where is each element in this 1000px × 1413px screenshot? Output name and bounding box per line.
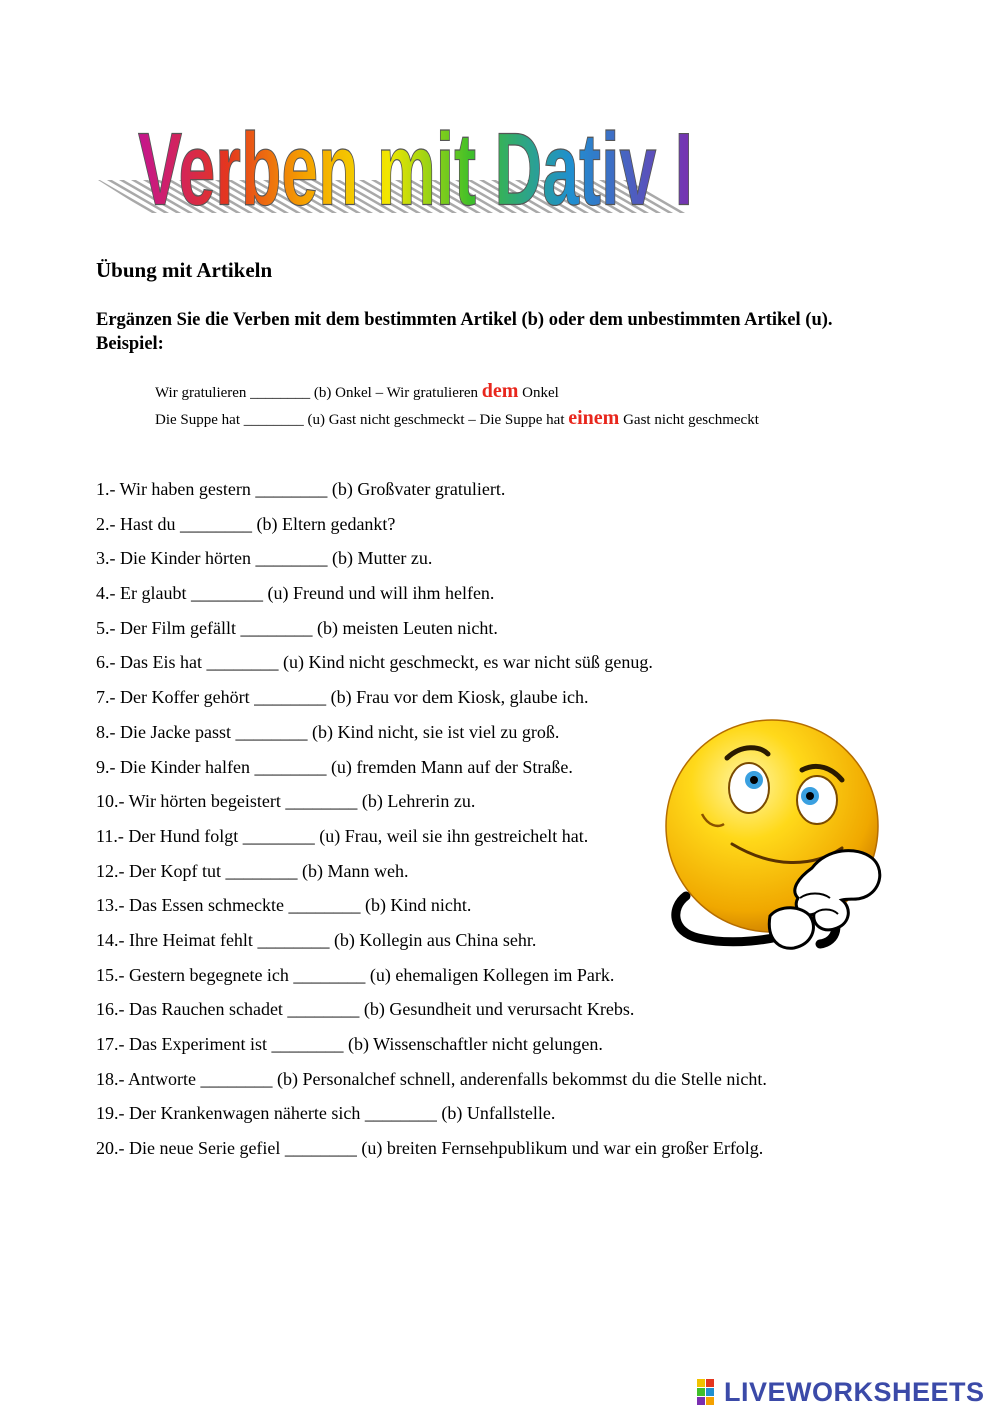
exercise-item[interactable]: 7.- Der Koffer gehört ________ (b) Frau vor dem Kiosk, glaube ich. [96, 687, 589, 708]
thinking-smiley-icon [662, 718, 887, 953]
exercise-item[interactable]: 9.- Die Kinder halfen ________ (u) fremden Mann auf der Straße. [96, 756, 573, 777]
exercise-item[interactable]: 17.- Das Experiment ist ________ (b) Wissenschaftler nicht gelungen. [96, 1034, 603, 1054]
title-wordart [90, 105, 710, 230]
exercise-item[interactable]: 19.- Der Krankenwagen näherte sich ________ (b) Unfallstelle. [96, 1103, 556, 1124]
footer-logo [697, 1377, 997, 1409]
exercise-item[interactable]: 18.- Antworte ________ (b) Personalchef schnell, anderenfalls bekommst du die Stelle nicht. [96, 1068, 767, 1089]
exercise-item[interactable]: 13.- Das Essen schmeckte ________ (b) Kind nicht. [96, 895, 472, 916]
example-prefix: Die Suppe hat ________ (u) Gast nicht geschmeckt – Die Suppe hat [155, 412, 565, 428]
brand-name: LIVEWORKSHEETS [724, 1377, 985, 1407]
liveworksheets-logo-icon [697, 1379, 723, 1405]
example-line [155, 380, 559, 403]
exercise-item[interactable]: 5.- Der Film gefällt ________ (b) meisten Leuten nicht. [96, 617, 498, 638]
instruction-text: Ergänzen Sie die Verben mit dem bestimmten Artikel (b) oder dem unbestimmten Artikel (u). [96, 310, 833, 330]
example-label: Beispiel: [96, 334, 164, 354]
example-answer: einem [568, 407, 620, 429]
exercise-item[interactable]: 15.- Gestern begegnete ich ________ (u) ehemaligen Kollegen im Park. [96, 964, 615, 985]
exercise-item[interactable]: 8.- Die Jacke passt ________ (b) Kind nicht, sie ist viel zu groß. [96, 721, 560, 742]
exercise-item[interactable]: 11.- Der Hund folgt ________ (u) Frau, weil sie ihn gestreichelt hat. [96, 825, 589, 846]
exercise-item[interactable]: 4.- Er glaubt ________ (u) Freund und will ihm helfen. [96, 583, 495, 604]
example-suffix: Gast nicht geschmeckt [623, 412, 759, 428]
example-prefix: Wir gratulieren ________ (b) Onkel – Wir gratulieren [155, 385, 478, 401]
example-line [155, 407, 759, 430]
exercise-item[interactable]: 14.- Ihre Heimat fehlt ________ (b) Kollegin aus China sehr. [96, 929, 537, 950]
exercise-item[interactable]: 16.- Das Rauchen schadet ________ (b) Gesundheit und verursacht Krebs. [96, 999, 635, 1020]
exercise-item[interactable]: 20.- Die neue Serie gefiel ________ (u) breiten Fernsehpublikum und war ein großer Erfolg. [96, 1138, 764, 1159]
exercise-item[interactable]: 10.- Wir hörten begeistert ________ (b) Lehrerin zu. [96, 791, 476, 812]
example-suffix: Onkel [522, 385, 559, 401]
exercise-item[interactable]: 12.- Der Kopf tut ________ (b) Mann weh. [96, 860, 409, 881]
subtitle: Übung mit Artikeln [96, 258, 273, 282]
page-title: Verben mit Dativ I [138, 112, 693, 228]
exercise-item[interactable]: 6.- Das Eis hat ________ (u) Kind nicht geschmeckt, es war nicht süß genug. [96, 652, 653, 673]
exercise-item[interactable]: 1.- Wir haben gestern ________ (b) Großvater gratuliert. [96, 479, 506, 499]
exercise-item[interactable]: 2.- Hast du ________ (b) Eltern gedankt? [96, 513, 396, 534]
exercise-item[interactable]: 3.- Die Kinder hörten ________ (b) Mutter zu. [96, 548, 433, 569]
example-answer: dem [481, 380, 519, 402]
instruction-block [96, 308, 926, 356]
